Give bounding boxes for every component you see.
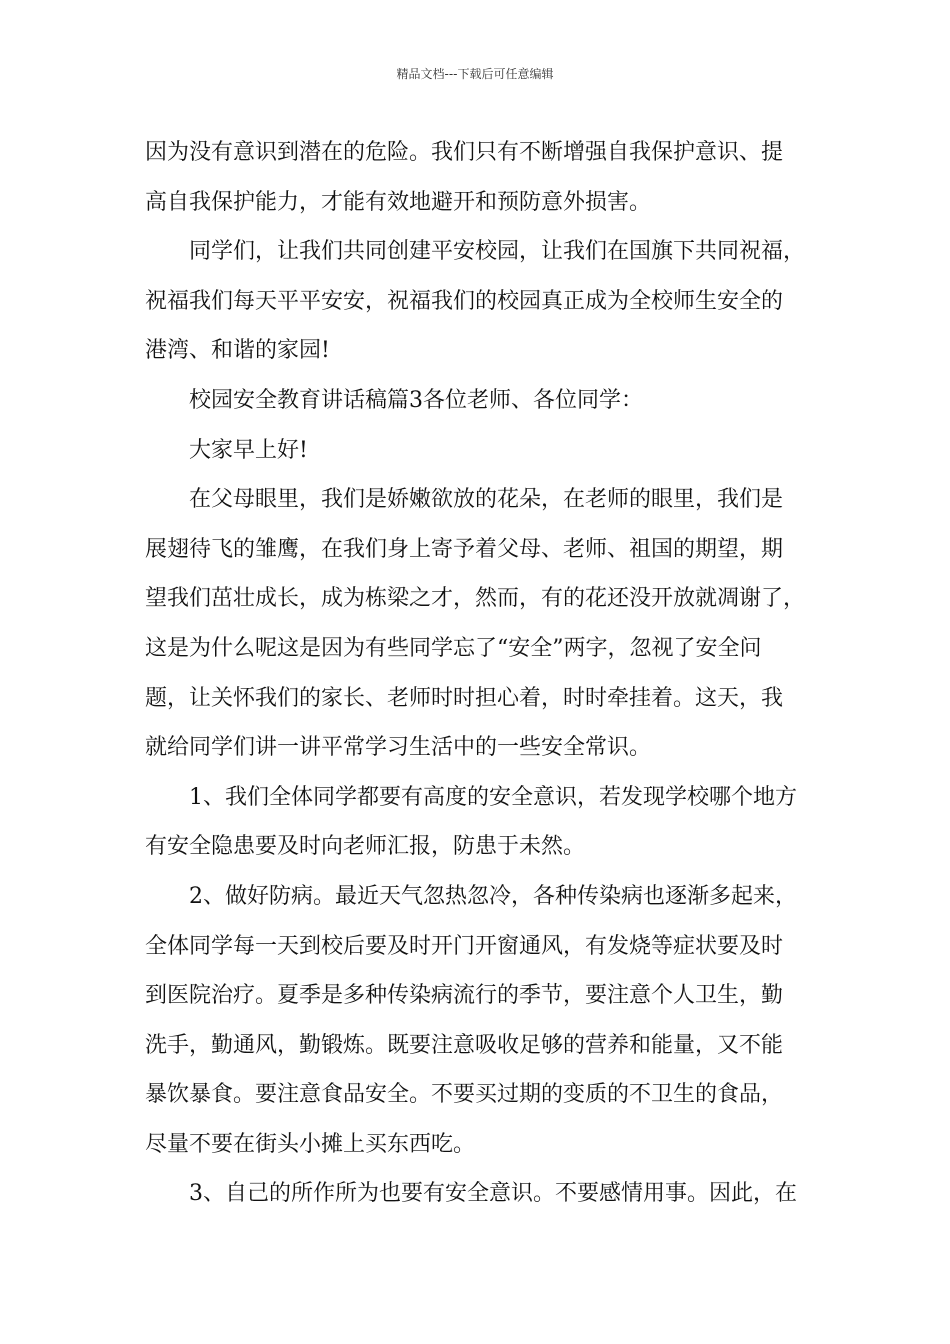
text-line: 同学们，让我们共同创建平安校园，让我们在国旗下共同祝福， — [189, 239, 806, 265]
text-line: 尽量不要在街头小摊上买东西吃。 — [145, 1131, 476, 1157]
text-line: 望我们茁壮成长，成为栋梁之才，然而，有的花还没开放就凋谢了， — [145, 586, 806, 612]
list-item-3: 3、自己的所作所为也要有安全意识。不要感情用事。因此，在 — [189, 1181, 797, 1207]
text-line: 有安全隐患要及时向老师汇报，防患于未然。 — [145, 834, 586, 860]
text-line: 高自我保护能力，才能有效地避开和预防意外损害。 — [145, 189, 652, 215]
document-body — [145, 128, 825, 1219]
greeting-line: 大家早上好! — [189, 437, 308, 463]
section-title: 校园安全教育讲话稿篇3各位老师、各位同学： — [189, 387, 643, 413]
text-line: 暴饮暴食。要注意食品安全。不要买过期的变质的不卫生的食品， — [145, 1082, 784, 1108]
text-line: 展翅待飞的雏鹰，在我们身上寄予着父母、老师、祖国的期望，期 — [145, 536, 784, 562]
page-header: 精品文档---下载后可任意编辑 — [396, 67, 554, 81]
text-line: 在父母眼里，我们是娇嫩欲放的花朵，在老师的眼里，我们是 — [189, 487, 784, 513]
text-line: 全体同学每一天到校后要及时开门开窗通风，有发烧等症状要及时 — [145, 933, 784, 959]
list-item-1: 1、我们全体同学都要有高度的安全意识，若发现学校哪个地方 — [189, 784, 797, 810]
list-item-2: 2、做好防病。最近天气忽热忽冷，各种传染病也逐渐多起来， — [189, 883, 797, 909]
text-line: 港湾、和谐的家园! — [145, 338, 330, 364]
text-line: 洗手，勤通风，勤锻炼。既要注意吸收足够的营养和能量，又不能 — [145, 1032, 784, 1058]
text-line: 祝福我们每天平平安安，祝福我们的校园真正成为全校师生安全的 — [145, 288, 784, 314]
text-line: 这是为什么呢这是因为有些同学忘了“安全”两字，忽视了安全问 — [145, 635, 762, 661]
text-line: 就给同学们讲一讲平常学习生活中的一些安全常识。 — [145, 735, 652, 761]
text-line: 到医院治疗。夏季是多种传染病流行的季节，要注意个人卫生，勤 — [145, 983, 784, 1009]
text-line: 因为没有意识到潜在的危险。我们只有不断增强自我保护意识、提 — [145, 140, 784, 165]
text-line: 题，让关怀我们的家长、老师时时担心着，时时牵挂着。这天，我 — [145, 685, 784, 711]
